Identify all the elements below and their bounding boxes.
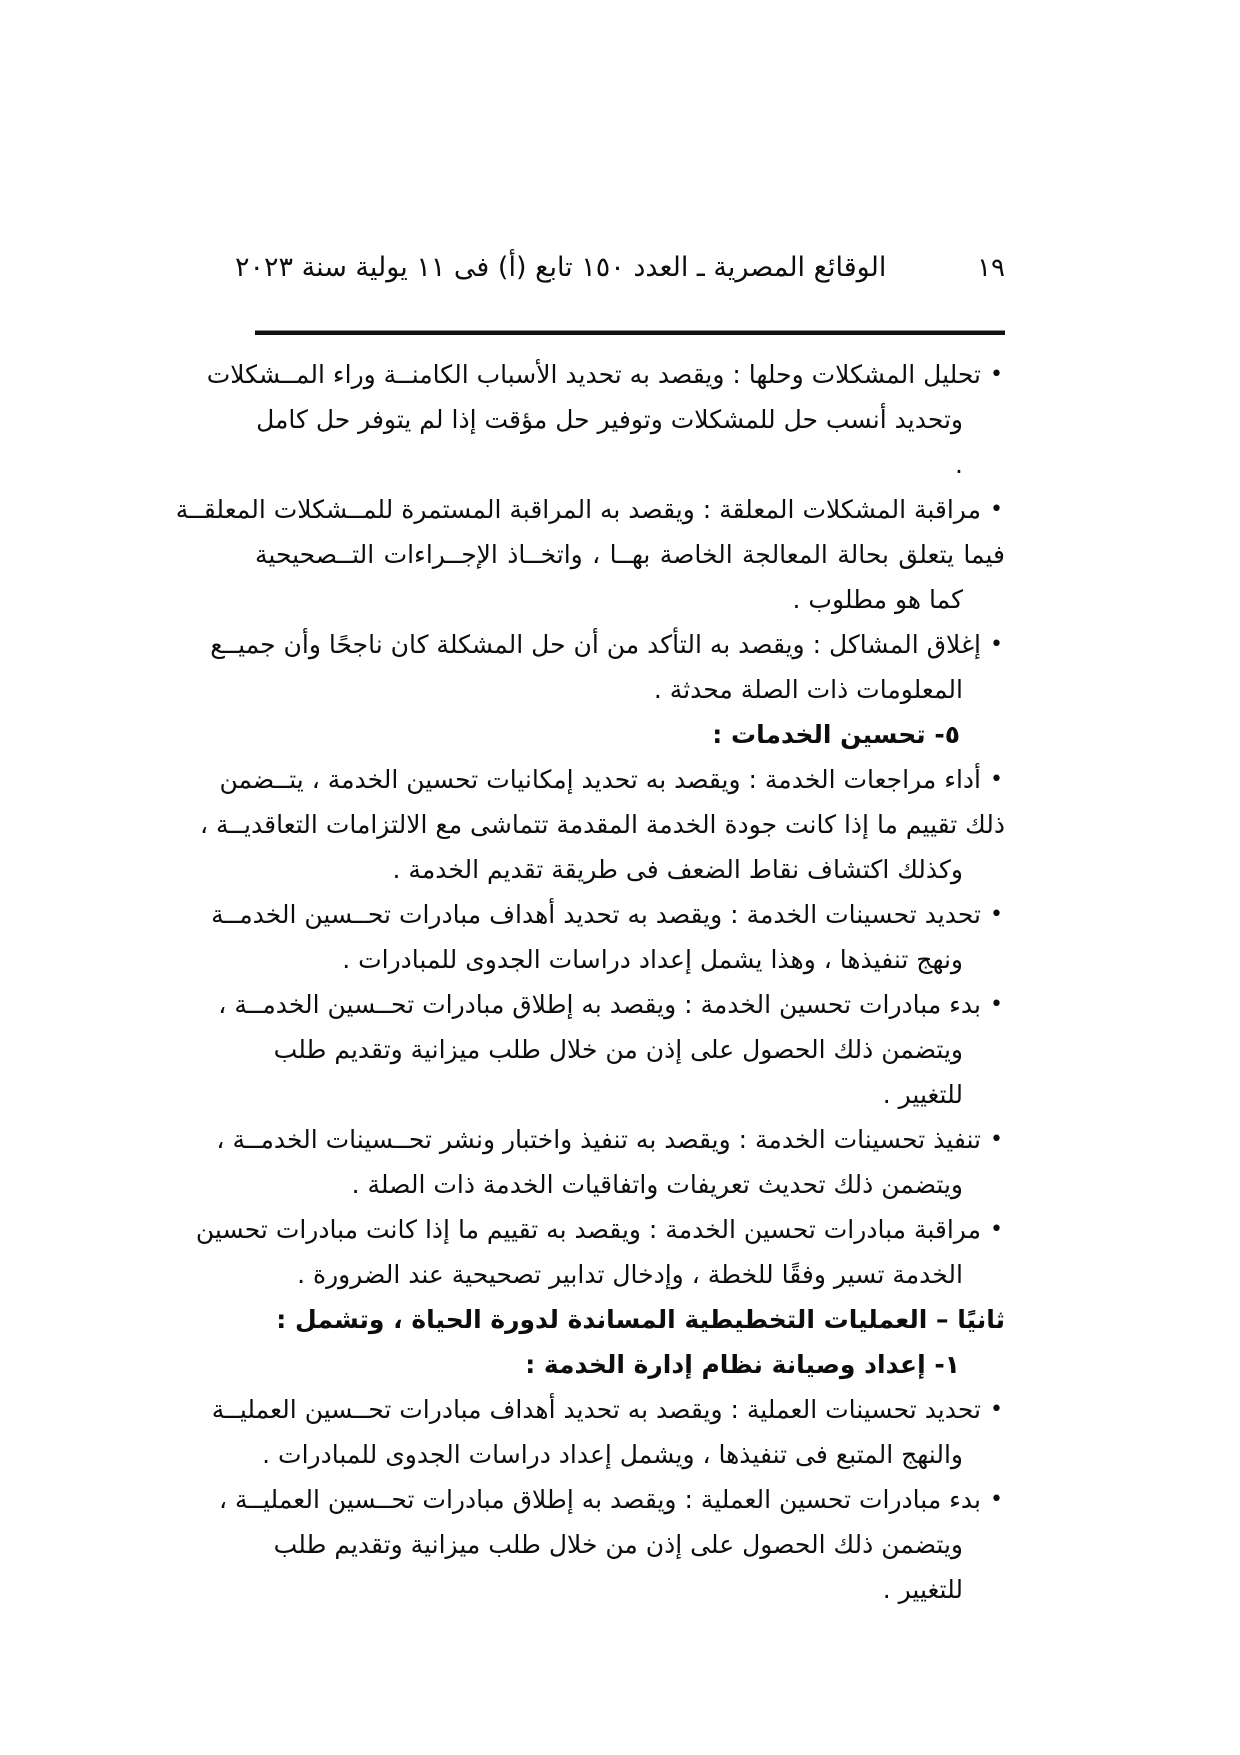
text-line xyxy=(216,1117,1005,1162)
text-line-content: المعلومات ذات الصلة محدثة . xyxy=(653,675,963,704)
text-line xyxy=(255,577,1005,622)
bullet-paragraph xyxy=(218,982,1005,1117)
bullet-paragraph xyxy=(218,1477,1005,1612)
bullet-icon: • xyxy=(990,497,1003,522)
text-line xyxy=(218,982,1005,1027)
text-line-content: ويتضمن ذلك الحصول على إذن من خلال طلب ميزانية وتقديم طلب للتغيير . xyxy=(273,1035,963,1109)
bullet-icon: • xyxy=(990,632,1003,657)
text-line xyxy=(255,937,1005,982)
header-rule xyxy=(255,330,1005,335)
text-line xyxy=(219,757,1005,802)
text-line-content: ذلك تقييم ما إذا كانت جودة الخدمة المقدمة تتماشى مع الالتزامات التعاقديــة ، xyxy=(199,810,1005,839)
text-line-content: تنفيذ تحسينات الخدمة : ويقصد به تنفيذ واختبار ونشر تحــسينات الخدمــة ، xyxy=(216,1125,981,1154)
bullet-icon: • xyxy=(990,767,1003,792)
bullet-paragraph xyxy=(210,622,1005,712)
text-line xyxy=(255,1252,1005,1297)
text-line-content: كما هو مطلوب . xyxy=(792,585,963,614)
text-line-content: تحديد تحسينات الخدمة : ويقصد به تحديد أهداف مبادرات تحــسين الخدمــة xyxy=(211,900,981,929)
text-line-content: أداء مراجعات الخدمة : ويقصد به تحديد إمكانيات تحسين الخدمة ، يتــضمن xyxy=(219,765,981,794)
text-line-content: الخدمة تسير وفقًا للخطة ، وإدخال تدابير تصحيحية عند الضرورة . xyxy=(297,1260,963,1289)
bullet-icon: • xyxy=(990,902,1003,927)
bullet-paragraph xyxy=(206,352,1005,487)
text-line xyxy=(206,352,1005,397)
text-line-content: تحليل المشكلات وحلها : ويقصد به تحديد الأسباب الكامنــة وراء المــشكلات xyxy=(206,360,981,389)
text-line xyxy=(199,802,1005,847)
bullet-paragraph xyxy=(195,1207,1005,1297)
document-body xyxy=(175,352,1005,1612)
section-heading: ثانيًا – العمليات التخطيطية المساندة لدورة الحياة ، وتشمل : xyxy=(276,1305,1005,1334)
gazette-header-title: الوقائع المصرية ـ العدد ١٥٠ تابع (أ) فى ١١ يولية سنة ٢٠٢٣ xyxy=(235,252,887,283)
bullet-icon: • xyxy=(990,1487,1003,1512)
text-line-content: بدء مبادرات تحسين العملية : ويقصد به إطلاق مبادرات تحــسين العمليــة ، xyxy=(218,1485,981,1514)
bullet-paragraph xyxy=(216,1117,1005,1207)
text-line-content: مراقبة مبادرات تحسين الخدمة : ويقصد به تقييم ما إذا كانت مبادرات تحسين xyxy=(195,1215,981,1244)
section-heading: ١- إعداد وصيانة نظام إدارة الخدمة : xyxy=(525,1350,960,1379)
bullet-icon: • xyxy=(990,362,1003,387)
text-line xyxy=(255,397,1005,487)
text-line-content: فيما يتعلق بحالة المعالجة الخاصة بهــا ، واتخــاذ الإجــراءات التــصحيحية xyxy=(255,540,1005,569)
text-line xyxy=(255,1027,1005,1117)
text-line xyxy=(255,667,1005,712)
text-line-content: والنهج المتبع فى تنفيذها ، ويشمل إعداد دراسات الجدوى للمبادرات . xyxy=(262,1440,963,1469)
text-line-content: تحديد تحسينات العملية : ويقصد به تحديد أهداف مبادرات تحــسين العمليــة xyxy=(211,1395,981,1424)
bullet-icon: • xyxy=(990,1127,1003,1152)
text-line-content: بدء مبادرات تحسين الخدمة : ويقصد به إطلاق مبادرات تحــسين الخدمــة ، xyxy=(218,990,981,1019)
bullet-icon: • xyxy=(990,1397,1003,1422)
text-line xyxy=(255,1522,1005,1612)
bullet-paragraph xyxy=(199,757,1005,892)
text-line-content: ونهج تنفيذها ، وهذا يشمل إعداد دراسات الجدوى للمبادرات . xyxy=(342,945,963,974)
bullet-icon: • xyxy=(990,992,1003,1017)
page-number: ١٩ xyxy=(977,253,1005,283)
text-line xyxy=(210,622,1005,667)
text-line-content: مراقبة المشكلات المعلقة : ويقصد به المراقبة المستمرة للمــشكلات المعلقــة xyxy=(175,495,981,524)
text-line xyxy=(195,1207,1005,1252)
page-header xyxy=(235,242,1005,290)
text-line xyxy=(255,1432,1005,1477)
text-line-content: ويتضمن ذلك تحديث تعريفات واتفاقيات الخدمة ذات الصلة . xyxy=(351,1170,963,1199)
bullet-paragraph xyxy=(211,892,1005,982)
bullet-paragraph xyxy=(175,487,1005,622)
text-line xyxy=(175,487,1005,532)
section-heading: ٥- تحسين الخدمات : xyxy=(712,720,960,749)
text-line xyxy=(255,847,1005,892)
text-line-content: وكذلك اكتشاف نقاط الضعف فى طريقة تقديم الخدمة . xyxy=(392,855,963,884)
bullet-icon: • xyxy=(990,1217,1003,1242)
text-line-content: وتحديد أنسب حل للمشكلات وتوفير حل مؤقت إذا لم يتوفر حل كامل . xyxy=(256,405,963,479)
text-line xyxy=(218,1477,1005,1522)
text-line xyxy=(255,532,1005,577)
text-line xyxy=(255,1162,1005,1207)
text-line-content: ويتضمن ذلك الحصول على إذن من خلال طلب ميزانية وتقديم طلب للتغيير . xyxy=(273,1530,963,1604)
bullet-paragraph xyxy=(211,1387,1005,1477)
text-line xyxy=(211,892,1005,937)
text-line xyxy=(211,1387,1005,1432)
text-line-content: إغلاق المشاكل : ويقصد به التأكد من أن حل المشكلة كان ناجحًا وأن جميــع xyxy=(210,630,981,659)
